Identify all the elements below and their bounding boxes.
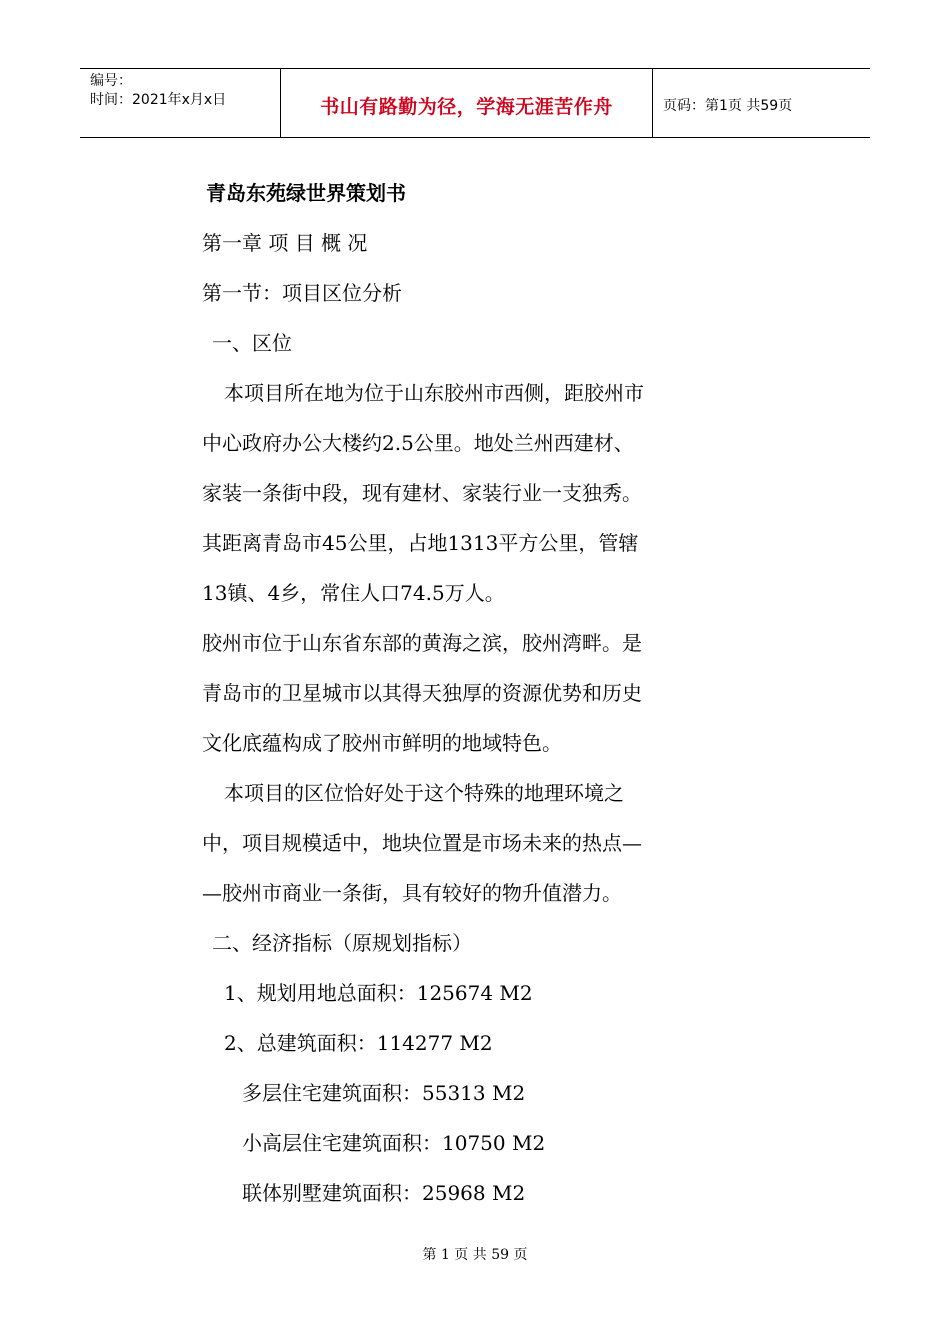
date-label: 时间：2021年x月x日: [90, 92, 227, 108]
subsection-heading-location: 一、区位: [212, 331, 292, 355]
document-header: [80, 68, 870, 138]
page-footer: [0, 1244, 950, 1264]
paragraph-line: —胶州市商业一条街，具有较好的物升值潜力。: [202, 881, 622, 905]
indicator-total-building: 2、总建筑面积：114277 M2: [224, 1031, 493, 1055]
sub-indicator: 小高层住宅建筑面积：10750 M2: [242, 1131, 546, 1155]
paragraph-line: 本项目的区位恰好处于这个特殊的地理环境之: [224, 781, 624, 805]
paragraph-line: 家装一条街中段，现有建材、家装行业一支独秀。: [202, 481, 642, 505]
header-meta: [80, 69, 281, 137]
header-motto: 书山有路勤为径，学海无涯苦作舟: [281, 69, 653, 137]
paragraph-line: 13镇、4乡，常住人口74.5万人。: [202, 581, 505, 605]
chapter-heading: 第一章 项 目 概 况: [202, 231, 368, 255]
paragraph-line: 中心政府办公大楼约2.5公里。地处兰州西建材、: [202, 431, 634, 455]
sub-indicator: 联体别墅建筑面积：25968 M2: [242, 1181, 526, 1205]
paragraph-line: 青岛市的卫星城市以其得天独厚的资源优势和历史: [202, 681, 642, 705]
footer-page-number: 第 1 页 共 59 页: [422, 1247, 528, 1263]
indicator-total-land: 1、规划用地总面积：125674 M2: [224, 981, 533, 1005]
document-body: [202, 168, 712, 1218]
paragraph-line: 其距离青岛市45公里，占地1313平方公里，管辖: [202, 531, 639, 555]
paragraph-line: 中，项目规模适中，地块位置是市场未来的热点—: [202, 831, 642, 855]
section-heading: 第一节：项目区位分析: [202, 281, 402, 305]
document-title: 青岛东苑绿世界策划书: [206, 181, 406, 205]
subsection-heading-indicators: 二、经济指标（原规划指标）: [212, 931, 472, 955]
header-page-info: 页码：第1页 共59页: [663, 98, 793, 114]
paragraph-line: 文化底蕴构成了胶州市鲜明的地域特色。: [202, 731, 562, 755]
sub-indicator: 多层住宅建筑面积：55313 M2: [242, 1081, 526, 1105]
paragraph-line: 本项目所在地为位于山东胶州市西侧，距胶州市: [224, 381, 644, 405]
paragraph-line: 胶州市位于山东省东部的黄海之滨，胶州湾畔。是: [202, 631, 642, 655]
number-label: 编号：: [90, 73, 132, 89]
